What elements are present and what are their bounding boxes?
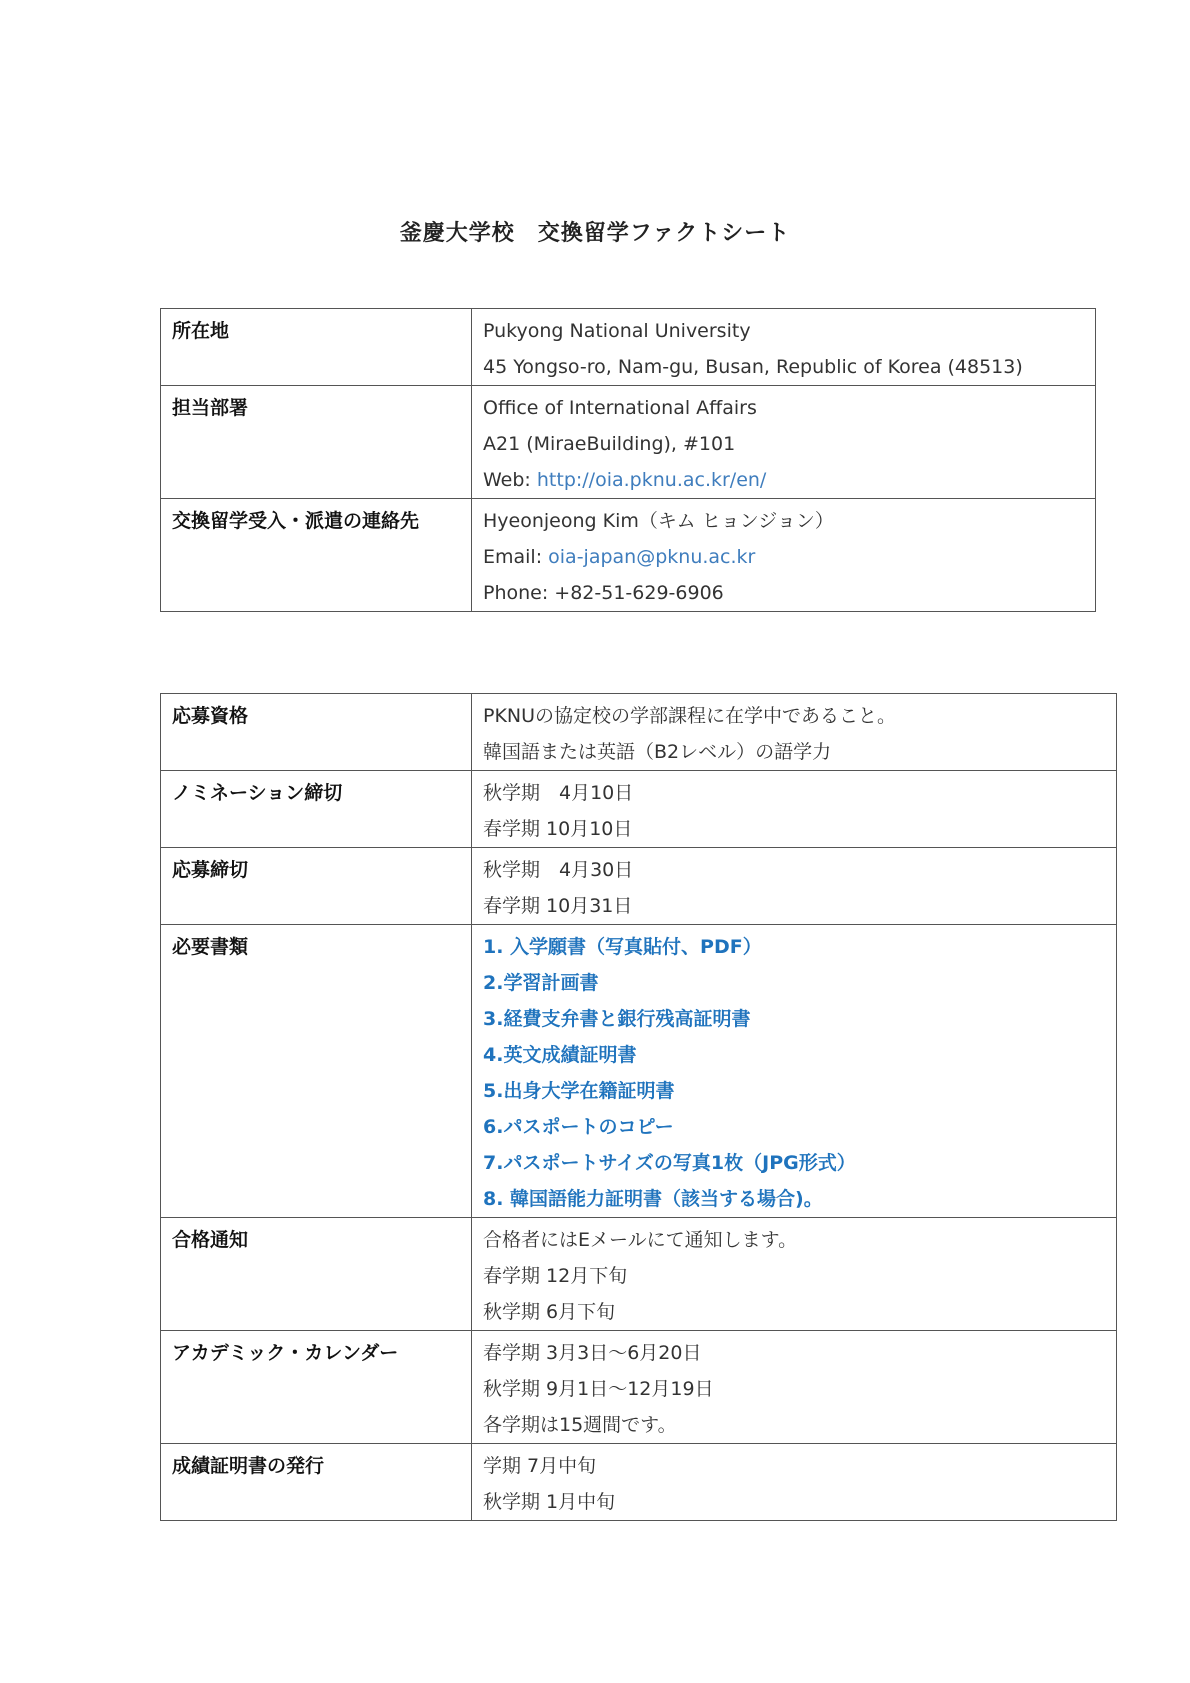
nomination-spring: 春学期 10月10日 bbox=[483, 818, 633, 840]
office-building: A21 (MiraeBuilding), #101 bbox=[483, 433, 736, 455]
table-row bbox=[161, 925, 1117, 1218]
contact-table bbox=[160, 308, 1096, 612]
eligibility-line: 韓国語または英語（B2レベル）の語学力 bbox=[483, 741, 832, 763]
office-web bbox=[483, 462, 1085, 498]
document-item[interactable]: 6.パスポートのコピー bbox=[483, 1116, 674, 1138]
table-row bbox=[161, 771, 1117, 848]
row-label-acceptance-notice: 合格通知 bbox=[161, 1218, 472, 1331]
document-item[interactable]: 4.英文成績証明書 bbox=[483, 1044, 637, 1066]
row-label-transcript-issue: 成績証明書の発行 bbox=[161, 1444, 472, 1521]
row-value-academic-calendar bbox=[472, 1331, 1117, 1444]
transcript-fall: 秋学期 1月中旬 bbox=[483, 1491, 616, 1513]
email-link[interactable]: oia-japan@pknu.ac.kr bbox=[548, 546, 756, 568]
calendar-note: 各学期は15週間です。 bbox=[483, 1414, 677, 1436]
row-value-department bbox=[472, 386, 1096, 499]
row-value-application-deadline bbox=[472, 848, 1117, 925]
contact-phone: Phone: +82-51-629-6906 bbox=[483, 582, 724, 604]
document-item[interactable]: 3.経費支弁書と銀行残高証明書 bbox=[483, 1008, 751, 1030]
document-item[interactable]: 1. 入学願書（写真貼付、PDF） bbox=[483, 936, 762, 958]
notice-spring: 春学期 12月下旬 bbox=[483, 1265, 628, 1287]
contact-name: Hyeonjeong Kim（キム ヒョンジョン） bbox=[483, 510, 834, 532]
table-row bbox=[161, 499, 1096, 612]
document-item[interactable]: 5.出身大学在籍証明書 bbox=[483, 1080, 675, 1102]
row-label-department: 担当部署 bbox=[161, 386, 472, 499]
table-row bbox=[161, 1331, 1117, 1444]
table-row bbox=[161, 1444, 1117, 1521]
row-value-required-documents bbox=[472, 925, 1117, 1218]
info-table bbox=[160, 693, 1117, 1521]
row-label-application-deadline: 応募締切 bbox=[161, 848, 472, 925]
row-value-transcript-issue bbox=[472, 1444, 1117, 1521]
table-row bbox=[161, 694, 1117, 771]
transcript-spring: 学期 7月中旬 bbox=[483, 1455, 597, 1477]
row-value-nomination-deadline bbox=[472, 771, 1117, 848]
row-label-academic-calendar: アカデミック・カレンダー bbox=[161, 1331, 472, 1444]
row-label-contact: 交換留学受入・派遣の連絡先 bbox=[161, 499, 472, 612]
row-label-location: 所在地 bbox=[161, 309, 472, 386]
table-row bbox=[161, 386, 1096, 499]
university-address: 45 Yongso-ro, Nam-gu, Busan, Republic of Korea (48513) bbox=[483, 356, 1023, 378]
page-title: 釜慶大学校 交換留学ファクトシート bbox=[399, 221, 791, 246]
notice-fall: 秋学期 6月下旬 bbox=[483, 1301, 616, 1323]
application-spring: 春学期 10月31日 bbox=[483, 895, 633, 917]
row-value-location bbox=[472, 309, 1096, 386]
row-value-contact bbox=[472, 499, 1096, 612]
table-row bbox=[161, 309, 1096, 386]
row-label-eligibility: 応募資格 bbox=[161, 694, 472, 771]
office-name: Office of International Affairs bbox=[483, 397, 757, 419]
web-link[interactable]: http://oia.pknu.ac.kr/en/ bbox=[536, 469, 767, 491]
web-prefix: Web: bbox=[483, 469, 537, 491]
row-value-eligibility bbox=[472, 694, 1117, 771]
table-row bbox=[161, 848, 1117, 925]
document-item[interactable]: 2.学習計画書 bbox=[483, 972, 599, 994]
email-prefix: Email: bbox=[483, 546, 549, 568]
table-row bbox=[161, 1218, 1117, 1331]
document-item[interactable]: 7.パスポートサイズの写真1枚（JPG形式） bbox=[483, 1152, 856, 1174]
calendar-fall: 秋学期 9月1日～12月19日 bbox=[483, 1378, 714, 1400]
row-label-nomination-deadline: ノミネーション締切 bbox=[161, 771, 472, 848]
university-name: Pukyong National University bbox=[483, 320, 751, 342]
row-label-required-documents: 必要書類 bbox=[161, 925, 472, 1218]
notice-method: 合格者にはEメールにて通知します。 bbox=[483, 1229, 798, 1251]
row-value-acceptance-notice bbox=[472, 1218, 1117, 1331]
eligibility-line: PKNUの協定校の学部課程に在学中であること。 bbox=[483, 705, 897, 727]
application-fall: 秋学期 4月30日 bbox=[483, 859, 634, 881]
document-item[interactable]: 8. 韓国語能力証明書（該当する場合)。 bbox=[483, 1188, 823, 1210]
nomination-fall: 秋学期 4月10日 bbox=[483, 782, 634, 804]
contact-email bbox=[483, 539, 1085, 575]
calendar-spring: 春学期 3月3日～6月20日 bbox=[483, 1342, 702, 1364]
